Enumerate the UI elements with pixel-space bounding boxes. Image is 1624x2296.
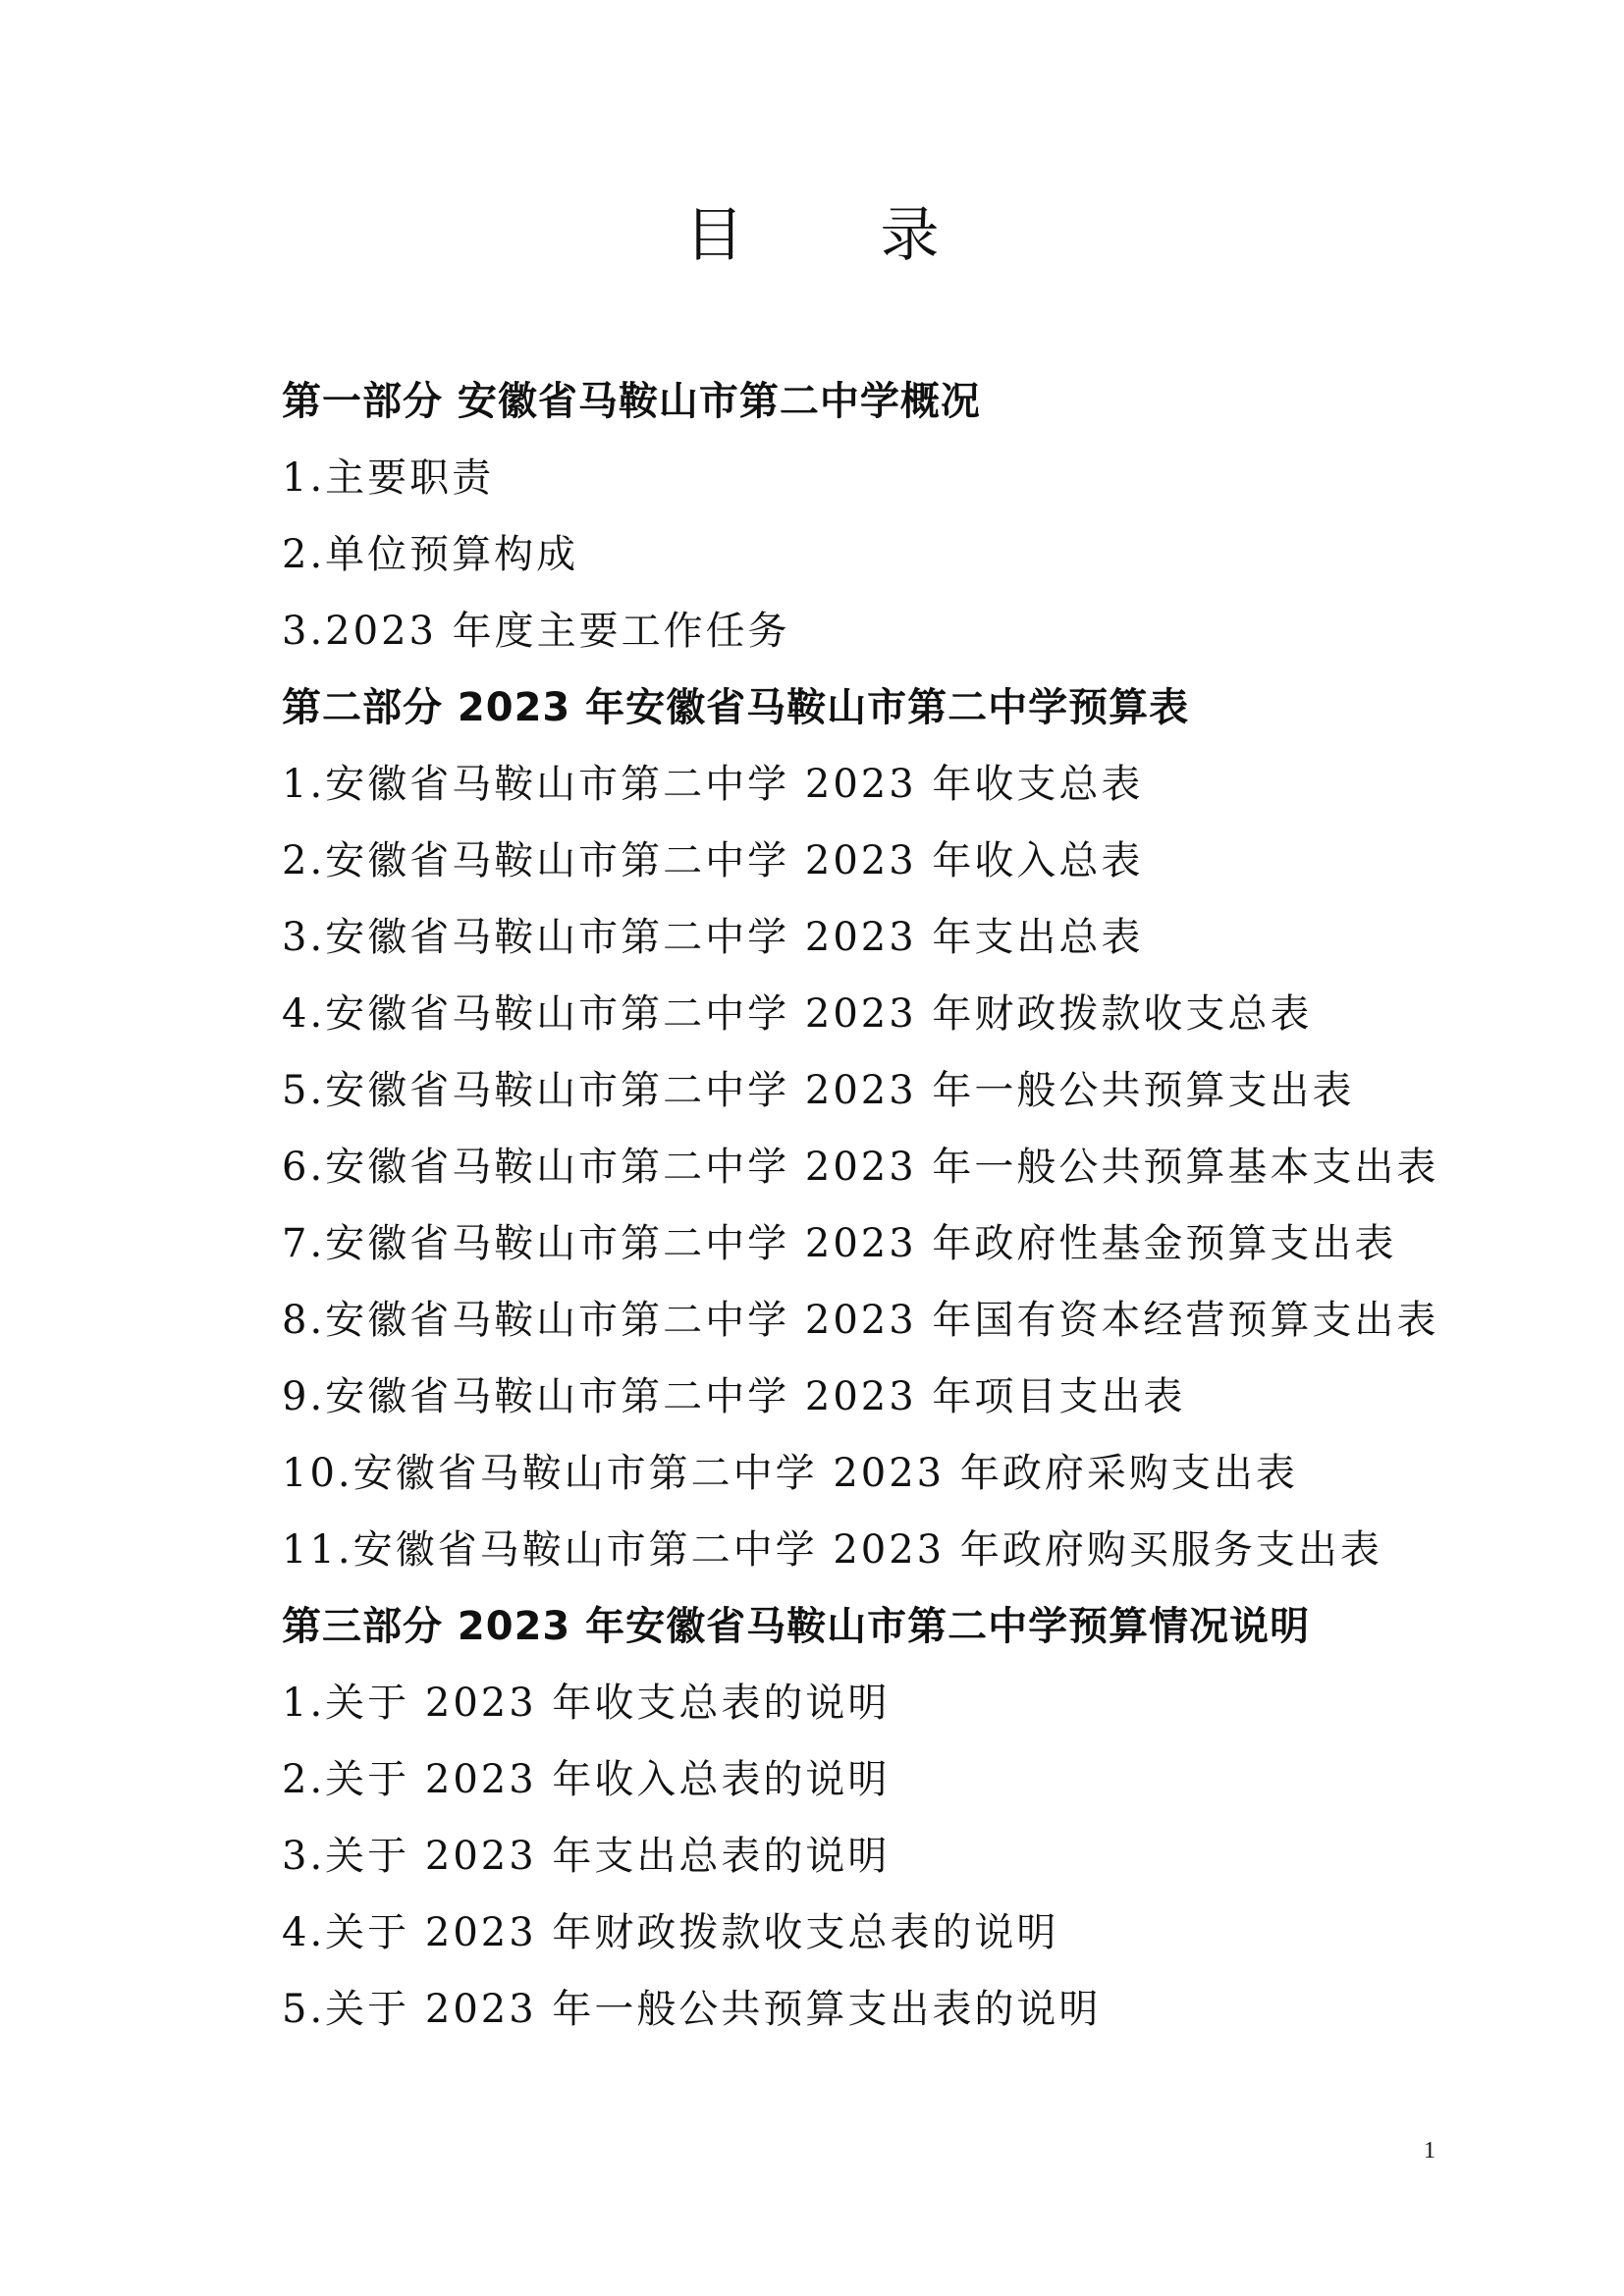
page-title: 目 录	[684, 201, 999, 270]
toc-entry[interactable]: 1.主要职责	[282, 455, 495, 501]
toc-entry[interactable]: 10.安徽省马鞍山市第二中学 2023 年政府采购支出表	[282, 1451, 1298, 1496]
toc-entry[interactable]: 1.安徽省马鞍山市第二中学 2023 年收支总表	[282, 762, 1144, 807]
toc-entry[interactable]: 3.关于 2023 年支出总表的说明	[282, 1834, 891, 1879]
toc-entry[interactable]: 2.安徽省马鞍山市第二中学 2023 年收入总表	[282, 838, 1144, 883]
toc-entry[interactable]: 9.安徽省马鞍山市第二中学 2023 年项目支出表	[282, 1374, 1186, 1419]
toc-entry[interactable]: 6.安徽省马鞍山市第二中学 2023 年一般公共预算基本支出表	[282, 1145, 1439, 1190]
toc-entry[interactable]: 2.关于 2023 年收入总表的说明	[282, 1757, 891, 1802]
toc-entry[interactable]: 5.安徽省马鞍山市第二中学 2023 年一般公共预算支出表	[282, 1068, 1355, 1113]
toc-section-heading[interactable]: 第三部分 2023 年安徽省马鞍山市第二中学预算情况说明	[282, 1604, 1311, 1649]
toc-entry[interactable]: 1.关于 2023 年收支总表的说明	[282, 1681, 891, 1726]
toc-section-heading[interactable]: 第二部分 2023 年安徽省马鞍山市第二中学预算表	[282, 685, 1190, 730]
table-of-contents	[282, 363, 1509, 2048]
toc-entry[interactable]: 3.安徽省马鞍山市第二中学 2023 年支出总表	[282, 915, 1144, 960]
page-number: 1	[1424, 2138, 1435, 2163]
toc-entry[interactable]: 2.单位预算构成	[282, 532, 579, 577]
toc-entry[interactable]: 4.安徽省马鞍山市第二中学 2023 年财政拨款收支总表	[282, 991, 1313, 1037]
toc-section-heading[interactable]: 第一部分 安徽省马鞍山市第二中学概况	[282, 379, 981, 424]
toc-entry[interactable]: 7.安徽省马鞍山市第二中学 2023 年政府性基金预算支出表	[282, 1221, 1397, 1266]
toc-entry[interactable]: 4.关于 2023 年财政拨款收支总表的说明	[282, 1910, 1059, 1955]
toc-entry[interactable]: 11.安徽省马鞍山市第二中学 2023 年政府购买服务支出表	[282, 1527, 1382, 1573]
toc-entry[interactable]: 8.安徽省马鞍山市第二中学 2023 年国有资本经营预算支出表	[282, 1298, 1439, 1343]
toc-entry[interactable]: 5.关于 2023 年一般公共预算支出表的说明	[282, 1987, 1102, 2032]
toc-entry[interactable]: 3.2023 年度主要工作任务	[282, 609, 790, 654]
